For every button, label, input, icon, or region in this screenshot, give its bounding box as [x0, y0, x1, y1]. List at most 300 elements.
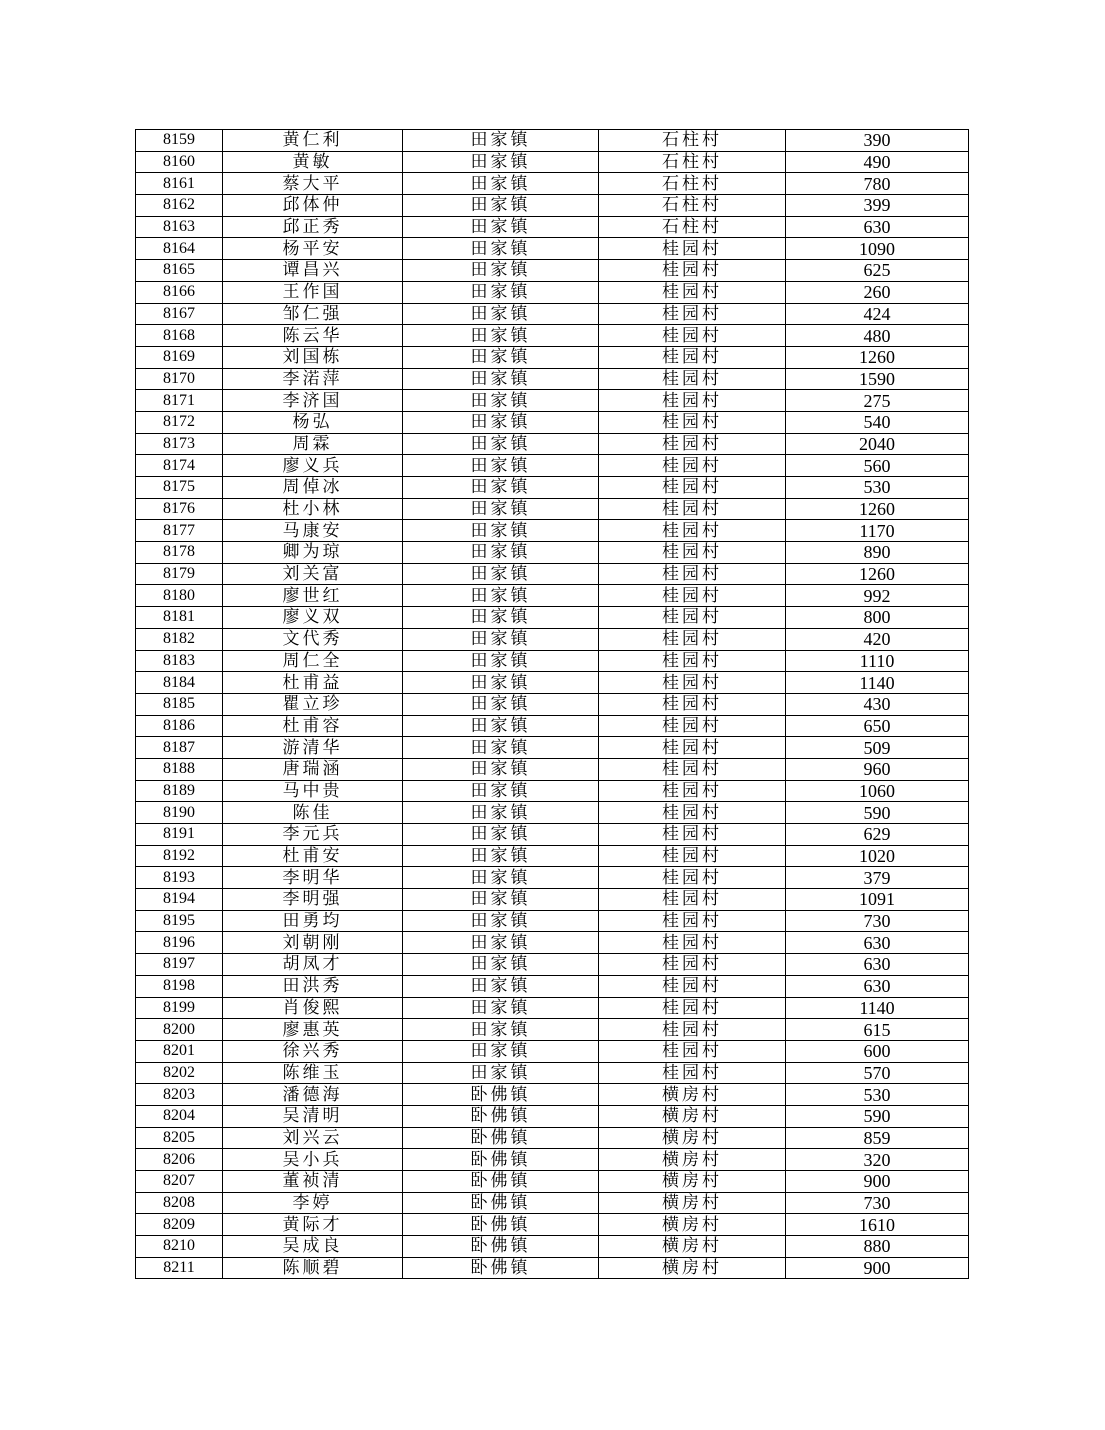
- town-cell: 田家镇: [403, 737, 599, 759]
- village-cell: 桂园村: [599, 758, 786, 780]
- village-cell: 桂园村: [599, 715, 786, 737]
- table-row: [136, 975, 969, 997]
- village-cell: 石柱村: [599, 173, 786, 195]
- table-row: [136, 1127, 969, 1149]
- name-cell: 廖惠英: [223, 1019, 403, 1041]
- amount-cell: 420: [786, 628, 969, 650]
- village-cell: 桂园村: [599, 997, 786, 1019]
- name-cell: 黄际才: [223, 1214, 403, 1236]
- row-number-cell: 8164: [136, 238, 223, 260]
- amount-cell: 625: [786, 260, 969, 282]
- name-cell: 廖世红: [223, 585, 403, 607]
- row-number-cell: 8209: [136, 1214, 223, 1236]
- town-cell: 田家镇: [403, 824, 599, 846]
- table-row: [136, 715, 969, 737]
- village-cell: 桂园村: [599, 780, 786, 802]
- table-row: [136, 737, 969, 759]
- table-row: [136, 932, 969, 954]
- name-cell: 李明强: [223, 889, 403, 911]
- table-row: [136, 238, 969, 260]
- name-cell: 董祯清: [223, 1171, 403, 1193]
- amount-cell: 275: [786, 390, 969, 412]
- table-row: [136, 1105, 969, 1127]
- name-cell: 胡凤才: [223, 954, 403, 976]
- town-cell: 田家镇: [403, 325, 599, 347]
- town-cell: 田家镇: [403, 867, 599, 889]
- data-table-container: [135, 129, 968, 1279]
- table-row: [136, 1236, 969, 1258]
- name-cell: 瞿立珍: [223, 693, 403, 715]
- table-row: [136, 173, 969, 195]
- amount-cell: 570: [786, 1062, 969, 1084]
- table-row: [136, 867, 969, 889]
- town-cell: 田家镇: [403, 607, 599, 629]
- amount-cell: 900: [786, 1171, 969, 1193]
- table-row: [136, 758, 969, 780]
- village-cell: 桂园村: [599, 455, 786, 477]
- village-cell: 桂园村: [599, 498, 786, 520]
- table-row: [136, 1062, 969, 1084]
- village-cell: 桂园村: [599, 737, 786, 759]
- amount-cell: 530: [786, 1084, 969, 1106]
- town-cell: 卧佛镇: [403, 1257, 599, 1279]
- amount-cell: 1140: [786, 997, 969, 1019]
- town-cell: 田家镇: [403, 433, 599, 455]
- village-cell: 桂园村: [599, 563, 786, 585]
- village-cell: 石柱村: [599, 151, 786, 173]
- name-cell: 邱体仲: [223, 195, 403, 217]
- table-row: [136, 130, 969, 152]
- village-cell: 桂园村: [599, 325, 786, 347]
- town-cell: 田家镇: [403, 585, 599, 607]
- town-cell: 卧佛镇: [403, 1171, 599, 1193]
- table-row: [136, 1192, 969, 1214]
- table-row: [136, 650, 969, 672]
- village-cell: 桂园村: [599, 954, 786, 976]
- row-number-cell: 8167: [136, 303, 223, 325]
- row-number-cell: 8174: [136, 455, 223, 477]
- town-cell: 田家镇: [403, 411, 599, 433]
- table-row: [136, 325, 969, 347]
- amount-cell: 2040: [786, 433, 969, 455]
- name-cell: 周倬冰: [223, 477, 403, 499]
- table-row: [136, 498, 969, 520]
- town-cell: 田家镇: [403, 173, 599, 195]
- town-cell: 田家镇: [403, 390, 599, 412]
- town-cell: 田家镇: [403, 346, 599, 368]
- row-number-cell: 8199: [136, 997, 223, 1019]
- table-row: [136, 281, 969, 303]
- table-row: [136, 1214, 969, 1236]
- town-cell: 田家镇: [403, 780, 599, 802]
- town-cell: 田家镇: [403, 910, 599, 932]
- row-number-cell: 8180: [136, 585, 223, 607]
- amount-cell: 650: [786, 715, 969, 737]
- name-cell: 吴清明: [223, 1105, 403, 1127]
- village-cell: 桂园村: [599, 845, 786, 867]
- row-number-cell: 8186: [136, 715, 223, 737]
- table-row: [136, 346, 969, 368]
- name-cell: 李渃萍: [223, 368, 403, 390]
- row-number-cell: 8173: [136, 433, 223, 455]
- row-number-cell: 8171: [136, 390, 223, 412]
- village-cell: 横房村: [599, 1149, 786, 1171]
- village-cell: 桂园村: [599, 607, 786, 629]
- town-cell: 田家镇: [403, 715, 599, 737]
- name-cell: 徐兴秀: [223, 1040, 403, 1062]
- village-cell: 横房村: [599, 1257, 786, 1279]
- table-row: [136, 520, 969, 542]
- amount-cell: 399: [786, 195, 969, 217]
- town-cell: 田家镇: [403, 455, 599, 477]
- amount-cell: 430: [786, 693, 969, 715]
- village-cell: 桂园村: [599, 346, 786, 368]
- village-cell: 桂园村: [599, 975, 786, 997]
- amount-cell: 730: [786, 1192, 969, 1214]
- row-number-cell: 8194: [136, 889, 223, 911]
- name-cell: 廖义兵: [223, 455, 403, 477]
- town-cell: 田家镇: [403, 281, 599, 303]
- amount-cell: 260: [786, 281, 969, 303]
- amount-cell: 1610: [786, 1214, 969, 1236]
- name-cell: 邱正秀: [223, 216, 403, 238]
- row-number-cell: 8185: [136, 693, 223, 715]
- amount-cell: 1020: [786, 845, 969, 867]
- name-cell: 李济国: [223, 390, 403, 412]
- name-cell: 陈顺碧: [223, 1257, 403, 1279]
- table-body: [136, 130, 969, 1279]
- amount-cell: 880: [786, 1236, 969, 1258]
- town-cell: 田家镇: [403, 889, 599, 911]
- name-cell: 李明华: [223, 867, 403, 889]
- name-cell: 杜甫安: [223, 845, 403, 867]
- row-number-cell: 8208: [136, 1192, 223, 1214]
- table-row: [136, 1149, 969, 1171]
- name-cell: 黄仁利: [223, 130, 403, 152]
- village-cell: 横房村: [599, 1214, 786, 1236]
- village-cell: 石柱村: [599, 216, 786, 238]
- amount-cell: 560: [786, 455, 969, 477]
- row-number-cell: 8159: [136, 130, 223, 152]
- village-cell: 桂园村: [599, 628, 786, 650]
- table-row: [136, 1257, 969, 1279]
- village-cell: 桂园村: [599, 260, 786, 282]
- village-cell: 桂园村: [599, 542, 786, 564]
- table-row: [136, 1084, 969, 1106]
- row-number-cell: 8169: [136, 346, 223, 368]
- name-cell: 刘兴云: [223, 1127, 403, 1149]
- town-cell: 卧佛镇: [403, 1192, 599, 1214]
- name-cell: 周仁全: [223, 650, 403, 672]
- village-cell: 桂园村: [599, 1019, 786, 1041]
- row-number-cell: 8161: [136, 173, 223, 195]
- table-row: [136, 954, 969, 976]
- name-cell: 杨弘: [223, 411, 403, 433]
- village-cell: 桂园村: [599, 802, 786, 824]
- amount-cell: 320: [786, 1149, 969, 1171]
- town-cell: 田家镇: [403, 650, 599, 672]
- table-row: [136, 997, 969, 1019]
- table-row: [136, 455, 969, 477]
- amount-cell: 630: [786, 216, 969, 238]
- row-number-cell: 8166: [136, 281, 223, 303]
- name-cell: 陈云华: [223, 325, 403, 347]
- table-row: [136, 542, 969, 564]
- town-cell: 田家镇: [403, 563, 599, 585]
- row-number-cell: 8162: [136, 195, 223, 217]
- name-cell: 田洪秀: [223, 975, 403, 997]
- village-cell: 横房村: [599, 1192, 786, 1214]
- row-number-cell: 8184: [136, 672, 223, 694]
- town-cell: 田家镇: [403, 997, 599, 1019]
- name-cell: 卿为琼: [223, 542, 403, 564]
- table-row: [136, 824, 969, 846]
- village-cell: 桂园村: [599, 650, 786, 672]
- town-cell: 田家镇: [403, 498, 599, 520]
- row-number-cell: 8178: [136, 542, 223, 564]
- row-number-cell: 8211: [136, 1257, 223, 1279]
- row-number-cell: 8210: [136, 1236, 223, 1258]
- table-row: [136, 195, 969, 217]
- village-cell: 横房村: [599, 1084, 786, 1106]
- row-number-cell: 8207: [136, 1171, 223, 1193]
- village-cell: 桂园村: [599, 867, 786, 889]
- table-row: [136, 477, 969, 499]
- name-cell: 马中贵: [223, 780, 403, 802]
- village-cell: 桂园村: [599, 1040, 786, 1062]
- town-cell: 田家镇: [403, 195, 599, 217]
- amount-cell: 480: [786, 325, 969, 347]
- row-number-cell: 8163: [136, 216, 223, 238]
- name-cell: 文代秀: [223, 628, 403, 650]
- row-number-cell: 8160: [136, 151, 223, 173]
- village-cell: 桂园村: [599, 411, 786, 433]
- town-cell: 卧佛镇: [403, 1236, 599, 1258]
- table-row: [136, 910, 969, 932]
- row-number-cell: 8168: [136, 325, 223, 347]
- name-cell: 唐瑞涵: [223, 758, 403, 780]
- town-cell: 田家镇: [403, 628, 599, 650]
- amount-cell: 630: [786, 954, 969, 976]
- village-cell: 桂园村: [599, 932, 786, 954]
- village-cell: 石柱村: [599, 130, 786, 152]
- table-row: [136, 628, 969, 650]
- row-number-cell: 8188: [136, 758, 223, 780]
- village-cell: 桂园村: [599, 693, 786, 715]
- town-cell: 田家镇: [403, 368, 599, 390]
- row-number-cell: 8177: [136, 520, 223, 542]
- name-cell: 李婷: [223, 1192, 403, 1214]
- amount-cell: 960: [786, 758, 969, 780]
- name-cell: 潘德海: [223, 1084, 403, 1106]
- row-number-cell: 8191: [136, 824, 223, 846]
- town-cell: 田家镇: [403, 1019, 599, 1041]
- amount-cell: 1090: [786, 238, 969, 260]
- town-cell: 田家镇: [403, 758, 599, 780]
- name-cell: 谭昌兴: [223, 260, 403, 282]
- table-row: [136, 390, 969, 412]
- table-row: [136, 780, 969, 802]
- village-cell: 桂园村: [599, 824, 786, 846]
- table-row: [136, 411, 969, 433]
- village-cell: 桂园村: [599, 303, 786, 325]
- village-cell: 桂园村: [599, 520, 786, 542]
- row-number-cell: 8187: [136, 737, 223, 759]
- amount-cell: 859: [786, 1127, 969, 1149]
- town-cell: 田家镇: [403, 975, 599, 997]
- name-cell: 吴成良: [223, 1236, 403, 1258]
- village-cell: 桂园村: [599, 368, 786, 390]
- amount-cell: 1091: [786, 889, 969, 911]
- row-number-cell: 8205: [136, 1127, 223, 1149]
- data-table: [135, 129, 969, 1279]
- amount-cell: 1260: [786, 346, 969, 368]
- town-cell: 卧佛镇: [403, 1105, 599, 1127]
- row-number-cell: 8165: [136, 260, 223, 282]
- table-row: [136, 889, 969, 911]
- table-row: [136, 585, 969, 607]
- row-number-cell: 8198: [136, 975, 223, 997]
- row-number-cell: 8179: [136, 563, 223, 585]
- table-row: [136, 693, 969, 715]
- name-cell: 肖俊熙: [223, 997, 403, 1019]
- row-number-cell: 8203: [136, 1084, 223, 1106]
- amount-cell: 1060: [786, 780, 969, 802]
- amount-cell: 800: [786, 607, 969, 629]
- amount-cell: 540: [786, 411, 969, 433]
- table-row: [136, 845, 969, 867]
- village-cell: 桂园村: [599, 672, 786, 694]
- name-cell: 邹仁强: [223, 303, 403, 325]
- amount-cell: 630: [786, 975, 969, 997]
- amount-cell: 890: [786, 542, 969, 564]
- amount-cell: 1110: [786, 650, 969, 672]
- row-number-cell: 8206: [136, 1149, 223, 1171]
- row-number-cell: 8182: [136, 628, 223, 650]
- name-cell: 杜甫容: [223, 715, 403, 737]
- row-number-cell: 8202: [136, 1062, 223, 1084]
- town-cell: 田家镇: [403, 477, 599, 499]
- town-cell: 田家镇: [403, 802, 599, 824]
- town-cell: 田家镇: [403, 303, 599, 325]
- row-number-cell: 8170: [136, 368, 223, 390]
- village-cell: 桂园村: [599, 910, 786, 932]
- amount-cell: 780: [786, 173, 969, 195]
- name-cell: 陈维玉: [223, 1062, 403, 1084]
- town-cell: 田家镇: [403, 1040, 599, 1062]
- amount-cell: 379: [786, 867, 969, 889]
- town-cell: 田家镇: [403, 693, 599, 715]
- amount-cell: 509: [786, 737, 969, 759]
- town-cell: 卧佛镇: [403, 1084, 599, 1106]
- table-row: [136, 1019, 969, 1041]
- village-cell: 横房村: [599, 1236, 786, 1258]
- table-row: [136, 433, 969, 455]
- table-row: [136, 607, 969, 629]
- town-cell: 田家镇: [403, 542, 599, 564]
- table-row: [136, 151, 969, 173]
- amount-cell: 530: [786, 477, 969, 499]
- town-cell: 田家镇: [403, 672, 599, 694]
- village-cell: 桂园村: [599, 433, 786, 455]
- amount-cell: 590: [786, 1105, 969, 1127]
- name-cell: 杜小林: [223, 498, 403, 520]
- row-number-cell: 8189: [136, 780, 223, 802]
- town-cell: 田家镇: [403, 151, 599, 173]
- amount-cell: 615: [786, 1019, 969, 1041]
- row-number-cell: 8204: [136, 1105, 223, 1127]
- town-cell: 卧佛镇: [403, 1127, 599, 1149]
- name-cell: 刘国栋: [223, 346, 403, 368]
- amount-cell: 1260: [786, 498, 969, 520]
- town-cell: 田家镇: [403, 260, 599, 282]
- row-number-cell: 8196: [136, 932, 223, 954]
- row-number-cell: 8201: [136, 1040, 223, 1062]
- amount-cell: 1140: [786, 672, 969, 694]
- amount-cell: 630: [786, 932, 969, 954]
- table-row: [136, 1171, 969, 1193]
- town-cell: 卧佛镇: [403, 1214, 599, 1236]
- table-row: [136, 260, 969, 282]
- amount-cell: 992: [786, 585, 969, 607]
- row-number-cell: 8195: [136, 910, 223, 932]
- name-cell: 游清华: [223, 737, 403, 759]
- name-cell: 王作国: [223, 281, 403, 303]
- amount-cell: 629: [786, 824, 969, 846]
- row-number-cell: 8183: [136, 650, 223, 672]
- amount-cell: 1260: [786, 563, 969, 585]
- town-cell: 田家镇: [403, 130, 599, 152]
- row-number-cell: 8192: [136, 845, 223, 867]
- name-cell: 马康安: [223, 520, 403, 542]
- town-cell: 卧佛镇: [403, 1149, 599, 1171]
- name-cell: 杜甫益: [223, 672, 403, 694]
- village-cell: 桂园村: [599, 585, 786, 607]
- row-number-cell: 8172: [136, 411, 223, 433]
- village-cell: 桂园村: [599, 281, 786, 303]
- village-cell: 横房村: [599, 1171, 786, 1193]
- table-row: [136, 672, 969, 694]
- name-cell: 陈佳: [223, 802, 403, 824]
- row-number-cell: 8175: [136, 477, 223, 499]
- amount-cell: 590: [786, 802, 969, 824]
- row-number-cell: 8197: [136, 954, 223, 976]
- name-cell: 杨平安: [223, 238, 403, 260]
- amount-cell: 730: [786, 910, 969, 932]
- town-cell: 田家镇: [403, 954, 599, 976]
- name-cell: 刘朝刚: [223, 932, 403, 954]
- table-row: [136, 368, 969, 390]
- table-row: [136, 802, 969, 824]
- amount-cell: 1590: [786, 368, 969, 390]
- amount-cell: 600: [786, 1040, 969, 1062]
- amount-cell: 1170: [786, 520, 969, 542]
- name-cell: 廖义双: [223, 607, 403, 629]
- village-cell: 横房村: [599, 1127, 786, 1149]
- village-cell: 桂园村: [599, 1062, 786, 1084]
- village-cell: 桂园村: [599, 390, 786, 412]
- town-cell: 田家镇: [403, 845, 599, 867]
- town-cell: 田家镇: [403, 238, 599, 260]
- town-cell: 田家镇: [403, 932, 599, 954]
- amount-cell: 390: [786, 130, 969, 152]
- row-number-cell: 8193: [136, 867, 223, 889]
- town-cell: 田家镇: [403, 520, 599, 542]
- village-cell: 桂园村: [599, 889, 786, 911]
- town-cell: 田家镇: [403, 1062, 599, 1084]
- town-cell: 田家镇: [403, 216, 599, 238]
- name-cell: 刘关富: [223, 563, 403, 585]
